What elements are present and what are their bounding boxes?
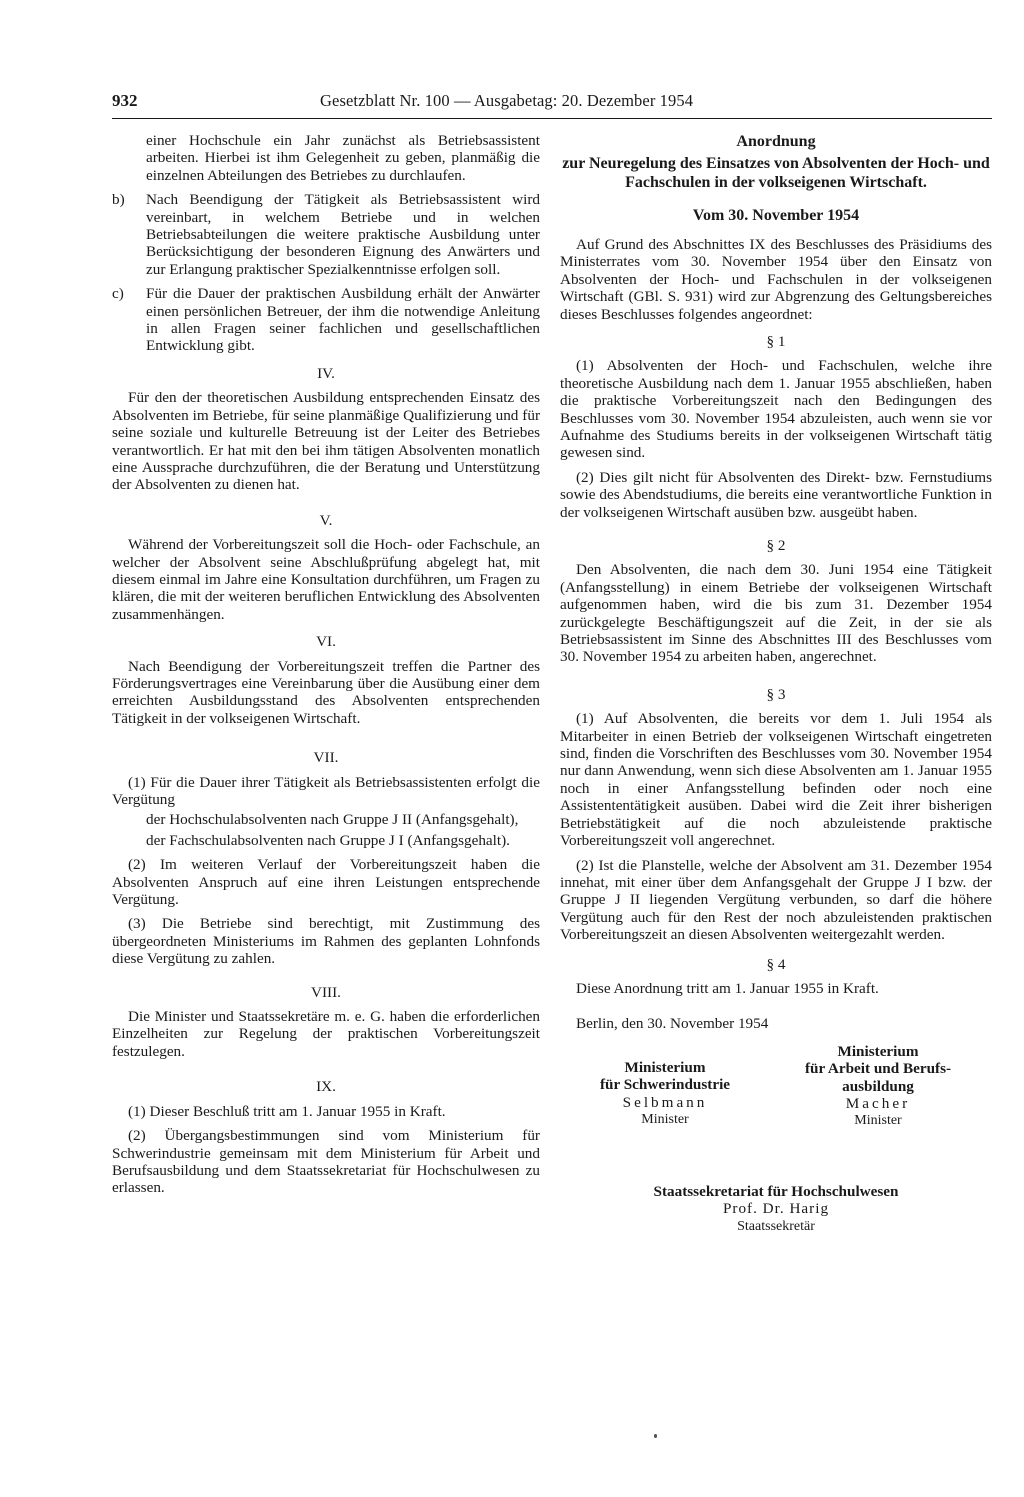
signature-org: Ministerium: [837, 1042, 919, 1060]
signature-role: Minister: [854, 1113, 902, 1129]
list-label: b): [112, 191, 125, 209]
continued-paragraph: einer Hochschule ein Jahr zunächst als Betriebsassistent arbeiten. Hierbei ist ihm Gelegenheit zu geben, planmäßig die einzelnen Abteilungen des Betriebes zu durchlaufen.: [146, 132, 540, 184]
section-heading-3: § 3: [766, 685, 786, 703]
paragraph: Auf Grund des Abschnittes IX des Beschlusses des Präsidiums des Ministerrates vom 30. November 1954 über den Einsatz von Absolventen der Hoch- und Fachschulen in der volkseigenen Wirtschaft (GBl. S. 931) wird zur Abgrenzung des Geltungsbereiches dieses Beschlusses folgendes angeordnet:: [560, 235, 992, 323]
paragraph: (2) Dies gilt nicht für Absolventen des Direkt- bzw. Fernstudiums sowie des Abendstudiums, die bereits eine verantwortliche Funktion in der volkseigenen Wirtschaft ausüben bzw. ausgeübt haben.: [560, 468, 992, 521]
ordinance-title: Anordnung: [736, 133, 816, 150]
paragraph: (3) Die Betriebe sind berechtigt, mit Zustimmung des übergeordneten Ministeriums im Rahmen des geplanten Lohnfonds diese Vergütung zu zahlen.: [112, 915, 540, 968]
ink-speck: [654, 1434, 657, 1438]
paragraph: (1) Für die Dauer ihrer Tätigkeit als Betriebsassistenten erfolgt die Vergütung: [112, 773, 540, 808]
sub-paragraph: der Hochschulabsolventen nach Gruppe J II (Anfangsgehalt),: [146, 811, 519, 829]
section-heading-viii: VIII.: [311, 983, 341, 1001]
paragraph: (1) Absolventen der Hoch- und Fachschulen, welche ihre theoretische Ausbildung nach dem 1. Januar 1955 abschließen, haben die praktische Vorbereitungszeit nach den Bedingungen des Beschlusses vom 30. November 1954 abzuleisten, auch wenn sie vor Aufnahme des Studiums bereits in der volkseigenen Wirtschaft tätig gewesen sind.: [560, 357, 992, 462]
page-header: [112, 92, 992, 119]
paragraph: Diese Anordnung tritt am 1. Januar 1955 in Kraft.: [576, 979, 879, 997]
section-heading-ix: IX.: [316, 1078, 336, 1096]
section-heading-iv: IV.: [317, 364, 335, 382]
signature-role: Minister: [641, 1111, 689, 1127]
section-heading-4: § 4: [766, 955, 786, 973]
section-heading-vi: VI.: [316, 633, 336, 651]
section-heading-2: § 2: [766, 537, 786, 554]
paragraph: Für den der theoretischen Ausbildung entsprechenden Einsatz des Absolventen im Betriebe, für seine planmäßige Qualifizierung und für seine soziale und kulturelle Betreuung ist der Leiter des Betriebes verantwortlich. Er hat mit den bei ihm tätigen Absolventen monatlich eine Aussprache durchzuführen, die der Beratung und Unterstützung der Absolventen zu dienen hat.: [112, 389, 540, 494]
paragraph: (2) Übergangsbestimmungen sind vom Ministerium für Schwerindustrie gemeinsam mit dem Ministerium für Arbeit und Berufsausbildung und dem Staatssekretariat für Hochschulwesen zu erlassen.: [112, 1127, 540, 1197]
paragraph: Während der Vorbereitungszeit soll die Hoch- oder Fachschule, an welcher der Absolvent seine Abschlußprüfung abgelegt hat, mit diesem einmal im Jahre eine Konsultation durchführen, um Fragen zu klären, die mit der weiteren beruflichen Entwicklung des Absolventen zusammenhängen.: [112, 536, 540, 623]
left-column: [112, 132, 540, 1204]
list-text: Für die Dauer der praktischen Ausbildung erhält der Anwärter einen persönlichen Betreuer, der ihm die notwendige Anleitung in allen Fragen seiner fachlichen und gesellschaftlichen Entwicklung gibt.: [146, 285, 540, 355]
signature-name: Selbmann: [622, 1093, 708, 1111]
sub-paragraph: der Fachschulabsolventen nach Gruppe J I (Anfangsgehalt).: [146, 831, 510, 849]
list-label: c): [112, 285, 124, 303]
signature-org: Ministerium: [624, 1058, 706, 1076]
list-item-c: [112, 285, 540, 355]
paragraph: (2) Ist die Planstelle, welche der Absolvent am 31. Dezember 1954 innehat, mit einer über dem Anfangsgehalt der Gruppe J I bzw. der Gruppe J II liegenden Vergütung verbunden, so darf die höhere Vergütung auch für den Rest der noch abzuleistenden praktischen Vorbereitungszeit an diesen Absolventen weitergezahlt werden.: [560, 856, 992, 944]
signature-name: Macher: [845, 1094, 911, 1112]
signature-org: Staatssekretariat für Hochschulwesen: [653, 1182, 899, 1200]
signature-org: für Schwerindustrie: [599, 1076, 731, 1094]
signatures: [560, 1043, 992, 1177]
signature-block-schwerindustrie: [570, 1059, 760, 1129]
section-heading-vii: VII.: [313, 749, 339, 767]
gazette-title: Gesetzblatt Nr. 100 — Ausgabetag: 20. Dezember 1954: [320, 91, 694, 110]
signature-org: für Arbeit und Berufs-: [804, 1060, 952, 1078]
section-heading-1: § 1: [766, 332, 786, 350]
page-number: 932: [112, 91, 138, 110]
place-date: Berlin, den 30. November 1954: [576, 1015, 769, 1033]
list-text: Nach Beendigung der Tätigkeit als Betriebsassistent wird vereinbart, in welchem Betriebe und in welchen Betriebsabteilungen die weitere praktische Ausbildung unter Berücksichtigung der besonderen Eignung des Anwärters und zur Erlangung praktischer Spezialkenntnisse erfolgen soll.: [146, 191, 540, 278]
paragraph: Nach Beendigung der Vorbereitungszeit treffen die Partner des Förderungsvertrages eine Vereinbarung über die Ausübung einer dem erreichten Ausbildungsstand des Absolventen entsprechenden Tätigkeit in der volkseigenen Wirtschaft.: [112, 657, 540, 727]
signature-role: Staatssekretär: [737, 1218, 815, 1234]
paragraph: Die Minister und Staatssekretäre m. e. G. haben die erforderlichen Einzelheiten zur Regelung der praktischen Vorbereitungszeit festzulegen.: [112, 1008, 540, 1060]
list-item-b: [112, 191, 540, 278]
ordinance-subtitle: zur Neuregelung des Einsatzes von Absolventen der Hoch- und Fachschulen in der volkseigenen Wirtschaft.: [562, 154, 990, 191]
signature-block-arbeit: [778, 1043, 978, 1130]
section-heading-v: V.: [319, 511, 333, 529]
right-column: [560, 132, 992, 1235]
signature-name: Prof. Dr. Harig: [722, 1200, 830, 1218]
paragraph: (1) Dieser Beschluß tritt am 1. Januar 1955 in Kraft.: [128, 1102, 446, 1120]
signature-block-hochschulwesen: [560, 1183, 992, 1235]
signature-org: ausbildung: [842, 1077, 914, 1095]
paragraph: (1) Auf Absolventen, die bereits vor dem 1. Juli 1954 als Mitarbeiter in einen Betrieb der volkseigenen Wirtschaft eingetreten sind, finden die Vorschriften des Beschlusses vom 30. November 1954 nur dann Anwendung, wenn sich diese Absolventen am 1. Januar 1955 noch in einer Anfangsstellung befinden oder noch eine Assistententätigkeit ausüben. Dabei wird die Zeit ihrer bisherigen Betriebstätigkeit auf die noch abzuleistende praktische Vorbereitungszeit voll angerechnet.: [560, 710, 992, 850]
paragraph: Den Absolventen, die nach dem 30. Juni 1954 eine Tätigkeit (Anfangsstellung) in einem Betriebe der volkseigenen Wirtschaft aufgenommen haben, wird die bis zum 31. Dezember 1954 zurückgelegte Beschäftigungszeit auf die Zeit, in der sie als Betriebsassistent im Sinne des Abschnittes III des Beschlusses vom 30. November 1954 zu arbeiten haben, angerechnet.: [560, 561, 992, 666]
ordinance-date: Vom 30. November 1954: [692, 206, 860, 224]
paragraph: (2) Im weiteren Verlauf der Vorbereitungszeit haben die Absolventen Anspruch auf eine ihren Leistungen entsprechende Vergütung.: [112, 856, 540, 909]
